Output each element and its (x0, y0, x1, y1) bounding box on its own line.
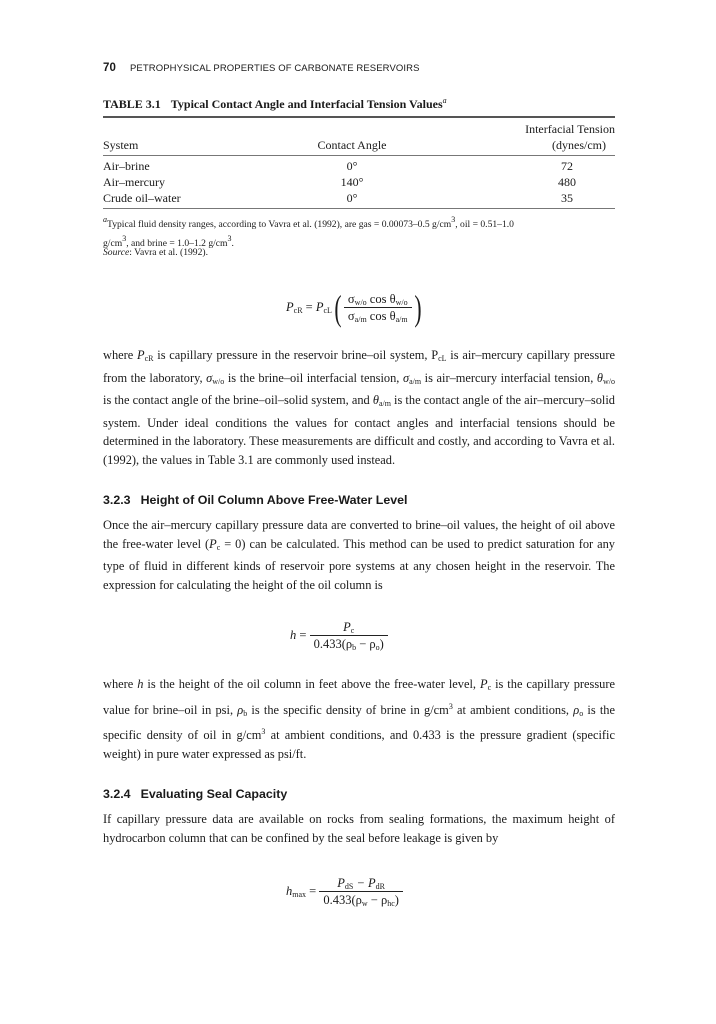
table-footnote: $^a$Typical fluid density ranges, according to Vavra et al. (1992), are gas = 0.00073–0.5 $g/cm^3$, oil = 0.51–1.0 $g/cm^3$, and brine = 1.0–1.2 $g/cm^3$. (103, 215, 514, 249)
table-cell-angle: 140° (340, 175, 364, 189)
table-cell-system: Crude oil–water (103, 191, 181, 205)
table-cell-system: Air–brine (103, 159, 150, 173)
section-heading-seal-capacity: 3.2.4 Evaluating Seal Capacity (103, 787, 288, 801)
equation-max-column-height: $h_{max}$ = $\frac{P_{dS} - P_{dR}}{0.433(\rho_w - \rho_{hc})}$ (286, 876, 403, 908)
table-header-contact-angle: Contact Angle (317, 138, 387, 152)
paragraph-oil-column: Once the air–mercury capillary pressure data are converted to brine–oil values, the height of oil above the free-water level $(P_c = 0)$ can be calculated. This method can be used to predict saturation for any type of fluid in different kinds of reservoir pore systems at any chosen height in the reservoir. The expression for calculating the height of the oil column is (103, 518, 615, 592)
table-cell-angle: 0° (346, 191, 358, 205)
table-cell-angle: 0° (346, 159, 358, 173)
table-caption (103, 96, 447, 112)
page-number: 70 (103, 62, 116, 74)
source-label: Source (103, 247, 130, 258)
paragraph-definitions: where $P_{cR}$ is capillary pressure in the reservoir brine–oil system, $P_{cL}$ is air–mercury capillary pressure from the laboratory, $\sigma_{w/o}$ is the brine–oil interfacial tension, $\sigma_{a/m}$ is air–mercury interfacial tension, $\theta_{w/o}$ is the contact angle of the brine–oil–solid system, and $\theta_{a/m}$ is the contact angle of the air–mercury–solid system. Under ideal conditions the values for contact angles and interfacial tensions should be determined in the laboratory. These measurements are difficult and costly, and according to Vavra et al. (1992), the values in Table 3.1 are commonly used instead. (103, 348, 615, 467)
table-cell-tension: 480 (558, 175, 576, 189)
table-cell-system: Air–mercury (103, 175, 165, 189)
table-label: TABLE 3.1 (103, 97, 161, 111)
running-header (103, 62, 615, 74)
running-title: PETROPHYSICAL PROPERTIES OF CARBONATE RESERVOIRS (130, 63, 420, 74)
paragraph-seal-capacity: If capillary pressure data are available on rocks from sealing formations, the maximum height of hydrocarbon column that can be confined by the seal before leakage is given by (103, 812, 615, 845)
table-title: Typical Contact Angle and Interfacial Tension Values (170, 97, 443, 111)
table-cell-tension: 72 (561, 159, 573, 173)
table-cell-tension: 35 (561, 191, 573, 205)
table-header-tension-line2: (dynes/cm) (552, 138, 606, 152)
table-bottom-rule (103, 208, 615, 209)
paragraph-oil-column-definitions: where h is the height of the oil column in feet above the free-water level, $P_c$ is the capillary pressure value for brine–oil in psi, $\rho_b$ is the specific density of brine in $g/cm^3$ at ambient conditions, $\rho_o$ is the specific density of oil in $g/cm^3$ at ambient conditions, and 0.433 is the pressure gradient (specific weight) in pure water expressed as psi/ft. (103, 677, 616, 761)
table-header-system: System (103, 138, 139, 152)
table-title-footnote-mark: a (442, 96, 447, 105)
table-source: Source: Vavra et al. (1992). (103, 247, 208, 258)
table-header-tension-line1: Interfacial Tension (525, 122, 615, 136)
table-header-rule (103, 155, 615, 156)
table-top-rule (103, 116, 615, 118)
section-heading-oil-column: 3.2.3 Height of Oil Column Above Free-Water Level (103, 493, 408, 507)
equation-capillary-conversion: $P_{cR} = P_{cL}$( $\frac{\sigma_{w/o} \cos \theta_{w/o}}{\sigma_{a/m} \cos \theta_{a/m}}$ ) (286, 288, 422, 328)
equation-oil-column-height: h = $\frac{P_c}{0.433(\rho_b - \rho_o)}$ (290, 620, 388, 652)
